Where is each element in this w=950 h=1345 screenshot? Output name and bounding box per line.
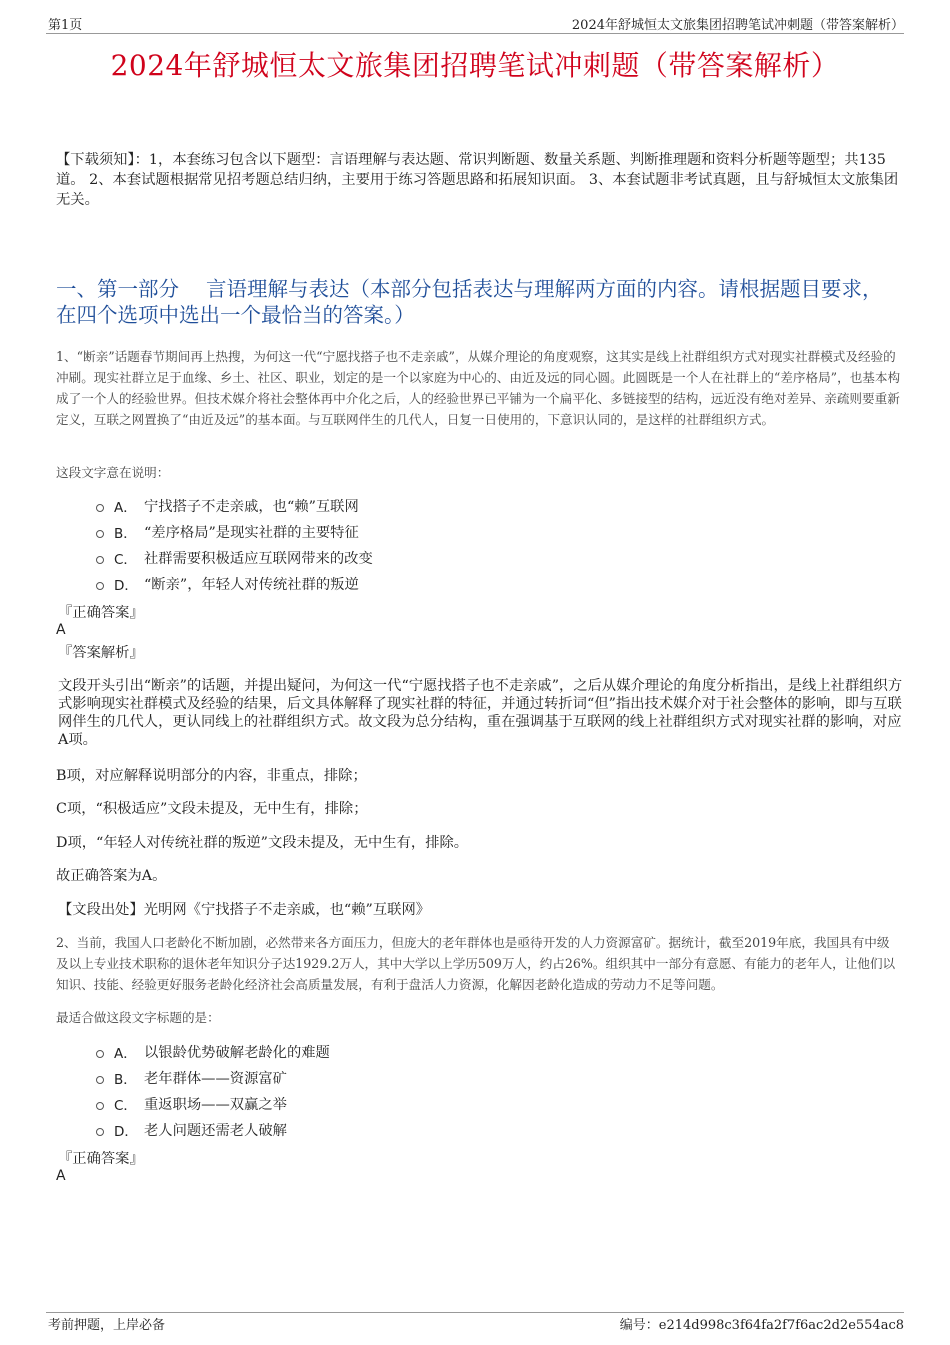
header-divider [46, 33, 904, 34]
option-letter: B． [114, 1072, 137, 1088]
question-1-analysis-c: C项，“积极适应”文段未提及，无中生有，排除； [56, 801, 368, 817]
radio-icon[interactable] [96, 556, 104, 564]
option-text: “差序格局”是现实社群的主要特征 [144, 525, 359, 541]
question-1-correct-label: 『正确答案』 [58, 605, 144, 621]
question-1-source: 【文段出处】光明网《宁找搭子不走亲戚，也“赖”互联网》 [58, 902, 431, 918]
option-letter: A． [114, 500, 137, 516]
question-1-analysis-label: 『答案解析』 [58, 645, 144, 661]
footer-divider [46, 1312, 904, 1313]
question-1-answer: A [56, 622, 66, 638]
option-text: 重返职场——双赢之举 [144, 1097, 287, 1113]
question-1-prompt: 这段文字意在说明： [56, 465, 170, 480]
question-1-option-a[interactable] [96, 493, 373, 519]
option-text: 社群需要积极适应互联网带来的改变 [144, 551, 373, 567]
footer-slogan: 考前押题，上岸必备 [48, 1318, 166, 1333]
question-1-analysis: 文段开头引出“断亲”的话题，并提出疑问，为何这一代“宁愿找搭子也不走亲戚”，之后从媒介理论的角度分析指出，是线上社群组织方式影响现实社群模式及经验的结果，后文具体解释了现实社群的特征，并通过转折词“但”指出技术媒介对于社会整体的影响，即与互联网伴生的几代人，更认同线上的社群组织方式。故文段为总分结构，重在强调基于互联网的线上社群组织方式对现实社群的影响，对应A项。 [58, 678, 903, 748]
option-text: 老人问题还需老人破解 [144, 1123, 287, 1139]
section-heading: 一、第一部分 言语理解与表达（本部分包括表达与理解两方面的内容。请根据题目要求，在四个选项中选出一个最恰当的答案。） [56, 277, 883, 327]
option-letter: C． [114, 552, 137, 568]
question-2-answer: A [56, 1168, 66, 1184]
question-1-analysis-b: B项，对应解释说明部分的内容，非重点，排除； [56, 768, 367, 784]
question-1-option-d[interactable] [96, 571, 373, 597]
question-2-option-b[interactable] [96, 1065, 330, 1091]
header-doc-title: 2024年舒城恒太文旅集团招聘笔试冲刺题（带答案解析） [571, 18, 904, 33]
option-letter: B． [114, 526, 137, 542]
question-2-option-c[interactable] [96, 1091, 330, 1117]
option-letter: A． [114, 1046, 137, 1062]
question-1-options [96, 493, 373, 597]
footer-serial: 编号：e214d998c3f64fa2f7f6ac2d2e554ac8 [619, 1318, 904, 1333]
option-text: 宁找搭子不走亲戚，也“赖”互联网 [144, 499, 359, 515]
radio-icon[interactable] [96, 1102, 104, 1110]
radio-icon[interactable] [96, 530, 104, 538]
download-notice: 【下载须知】：1，本套练习包含以下题型：言语理解与表达题、常识判断题、数量关系题、判断推理题和资料分析题等题型；共135道。 2、本套试题根据常见招考题总结归纳，主要用于练习答题思路和拓展知识面。 3、本套试题非考试真题，且与舒城恒太文旅集团无关。 [56, 152, 899, 208]
question-1-option-c[interactable] [96, 545, 373, 571]
question-1-analysis-d: D项，“年轻人对传统社群的叛逆”文段未提及，无中生有，排除。 [56, 835, 469, 851]
document-title: 2024年舒城恒太文旅集团招聘笔试冲刺题（带答案解析） [110, 49, 840, 82]
question-2-option-a[interactable] [96, 1039, 330, 1065]
option-text: 老年群体——资源富矿 [144, 1071, 287, 1087]
radio-icon[interactable] [96, 582, 104, 590]
radio-icon[interactable] [96, 1076, 104, 1084]
question-2-options [96, 1039, 330, 1143]
option-letter: D． [114, 578, 138, 594]
option-text: “断亲”，年轻人对传统社群的叛逆 [144, 577, 359, 593]
option-letter: C． [114, 1098, 137, 1114]
option-text: 以银龄优势破解老龄化的难题 [144, 1045, 330, 1061]
radio-icon[interactable] [96, 1128, 104, 1136]
radio-icon[interactable] [96, 504, 104, 512]
option-letter: D． [114, 1124, 138, 1140]
radio-icon[interactable] [96, 1050, 104, 1058]
question-2-option-d[interactable] [96, 1117, 330, 1143]
question-1-conclusion: 故正确答案为A。 [56, 868, 167, 884]
question-1-text: 1、“断亲”话题春节期间再上热搜，为何这一代“宁愿找搭子也不走亲戚”，从媒介理论的角度观察，这其实是线上社群组织方式对现实社群模式及经验的冲刷。现实社群立足于血缘、乡土、社区、职业，划定的是一个以家庭为中心的、由近及远的同心圆。此圆既是一个人在社群上的“差序格局”，也基本构成了一个人的经验世界。但技术媒介将社会整体再中介化之后，人的经验世界已平铺为一个扁平化、多链接型的结构，远近没有绝对差异、亲疏则要重新定义，互联之网置换了“由近及远”的基本面。与互联网伴生的几代人，日复一日使用的，下意识认同的，是这样的社群组织方式。 [56, 349, 901, 427]
question-2-text: 2、当前，我国人口老龄化不断加剧，必然带来各方面压力，但庞大的老年群体也是亟待开发的人力资源富矿。据统计，截至2019年底，我国具有中级及以上专业技术职称的退休老年知识分子达1929.2万人，其中大学以上学历509万人，约占26%。组织其中一部分有意愿、有能力的老年人，让他们以知识、技能、经验更好服务老龄化经济社会高质量发展，有利于盘活人力资源，化解因老龄化造成的劳动力不足等问题。 [56, 935, 896, 992]
question-2-prompt: 最适合做这段文字标题的是： [56, 1010, 220, 1025]
header-page-label: 第1页 [48, 18, 83, 33]
question-2-correct-label: 『正确答案』 [58, 1151, 144, 1167]
question-1-option-b[interactable] [96, 519, 373, 545]
